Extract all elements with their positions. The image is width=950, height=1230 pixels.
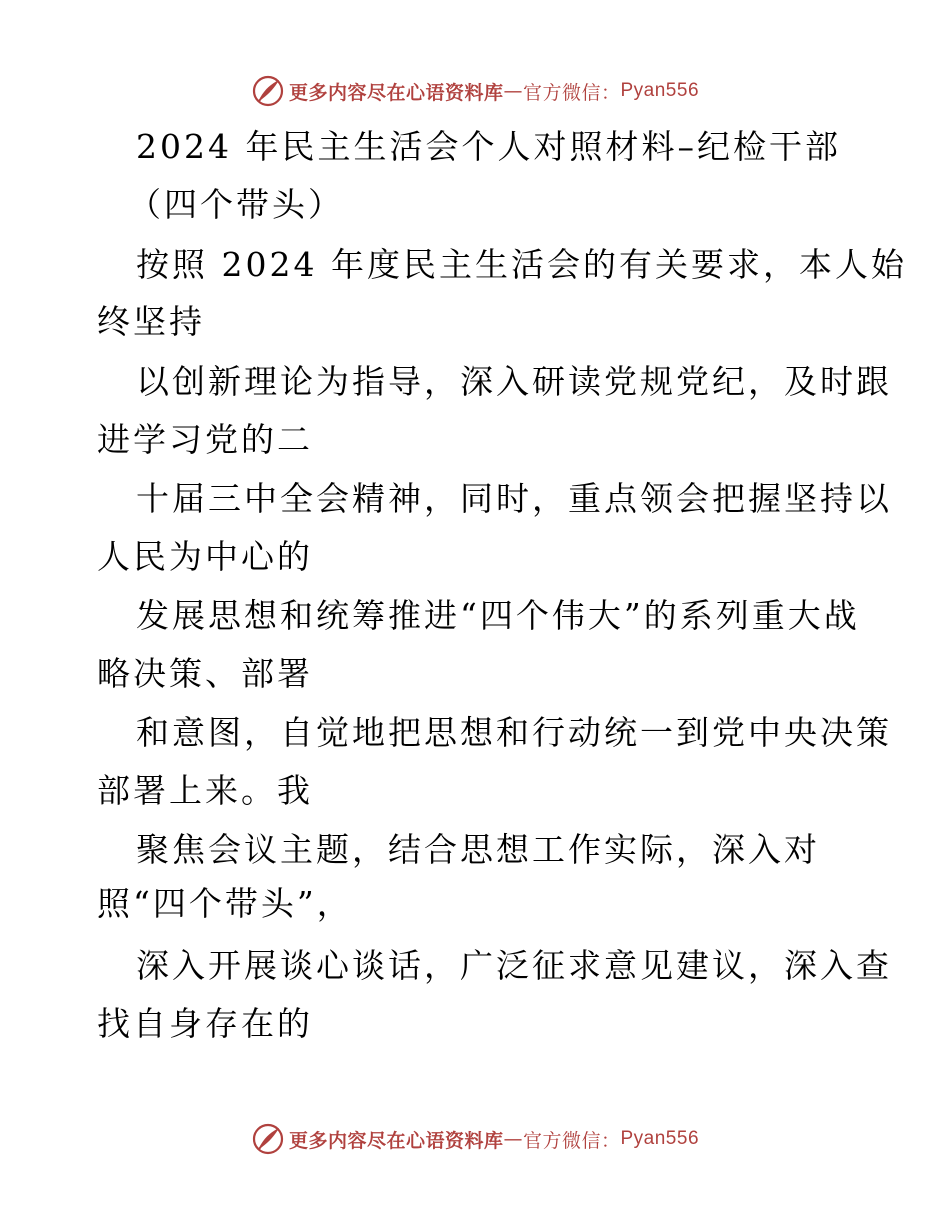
body-line: 发展思想和统筹推进“四个伟大”的系列重大战 <box>136 596 860 635</box>
body-line: 以创新理论为指导，深入研读党规党纪，及时跟 <box>136 362 892 401</box>
body-line: 十届三中全会精神，同时，重点领会把握坚持以 <box>136 479 892 518</box>
banner-wechat-id: Pyan556 <box>620 1128 700 1149</box>
banner-library-text: 更多内容尽在心语资料库 <box>288 81 504 104</box>
document-title: 2024 年民主生活会个人对照材料–纪检干部 <box>136 127 841 166</box>
quill-pen-logo-icon <box>251 1122 285 1156</box>
body-line: 终坚持 <box>97 302 205 341</box>
body-line: 找自身存在的 <box>97 1004 313 1043</box>
banner-library-text: 更多内容尽在心语资料库 <box>288 1129 504 1152</box>
body-line: 照“四个带头”， <box>97 884 353 923</box>
banner-wechat-label: 官方微信： <box>522 1129 621 1152</box>
banner-wechat-label: 官方微信： <box>522 81 621 104</box>
banner-separator: — <box>503 80 523 102</box>
body-line: 人民为中心的 <box>97 537 313 576</box>
banner-separator: — <box>503 1128 523 1150</box>
body-line: 部署上来。我 <box>97 771 313 810</box>
banner-wechat-id: Pyan556 <box>620 80 700 101</box>
body-line: 和意图，自觉地把思想和行动统一到党中央决策 <box>136 713 892 752</box>
body-line: 聚焦会议主题，结合思想工作实际，深入对 <box>136 830 820 869</box>
body-line: 略决策、部署 <box>97 654 313 693</box>
body-line: 进学习党的二 <box>97 420 313 459</box>
body-line: 深入开展谈心谈话，广泛征求意见建议，深入查 <box>136 946 892 985</box>
body-line: 按照 2024 年度民主生活会的有关要求，本人始 <box>136 245 907 284</box>
document-subtitle: （四个带头） <box>128 185 344 224</box>
footer-banner <box>0 1119 950 1159</box>
